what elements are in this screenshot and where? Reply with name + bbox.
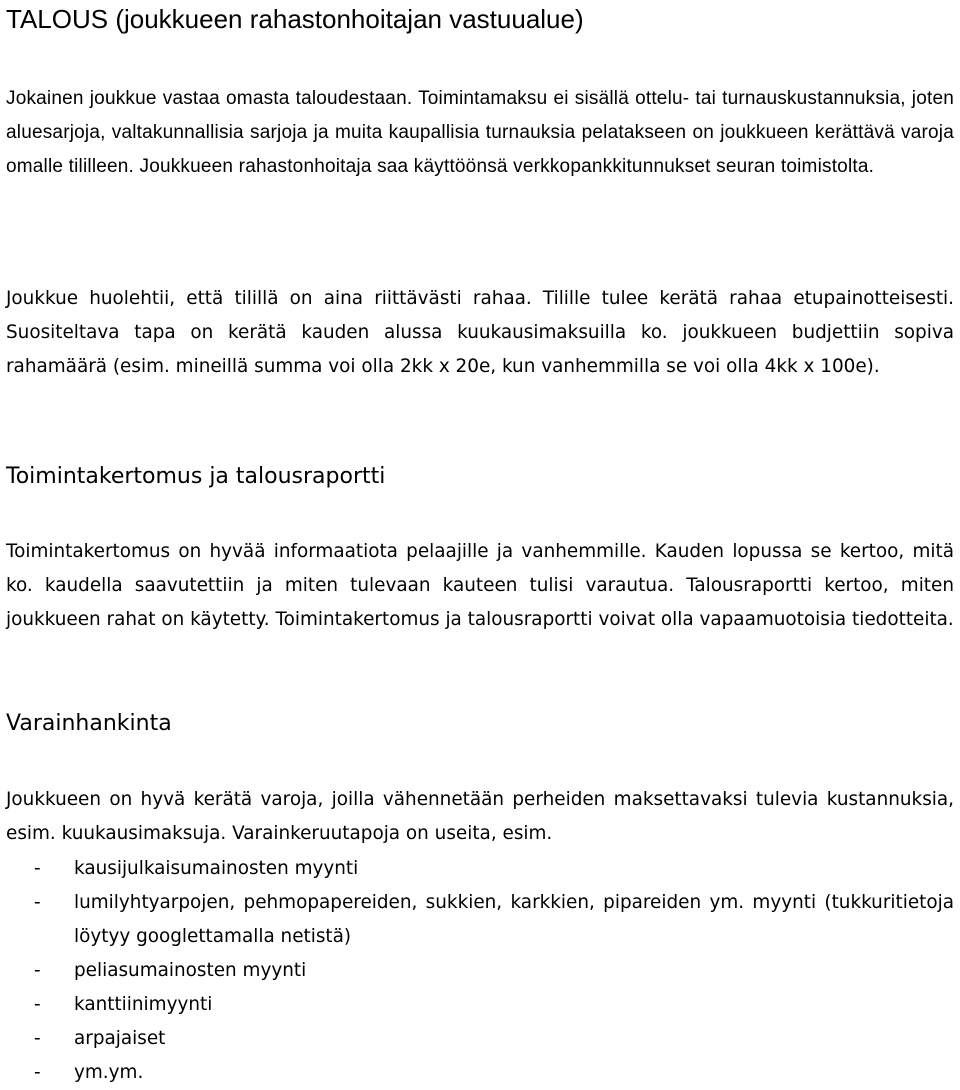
talous-paragraph-2: Joukkue huolehtii, että tilillä on aina riittävästi rahaa. Tilille tulee kerätä rahaa etupainotteisesti. Suositeltava tapa on kerätä kauden alussa kuukausimaksuilla ko. joukkueen budjettiin sopiva rahamäärä (esim. mineillä summa voi olla 2kk x 20e, kun vanhemmilla se voi olla 4kk x 100e). (6, 288, 954, 377)
list-item-text: kausijulkaisumainosten myynti (74, 858, 359, 879)
list-dash: - (34, 1062, 41, 1083)
varainhankinta-paragraph: Joukkueen on hyvä kerätä varoja, joilla vähennetään perheiden maksettavaksi tulevia kustannuksia, esim. kuukausimaksuja. Varainkeruutapoja on useita, esim. (6, 789, 954, 844)
list-item (6, 886, 954, 954)
list-dash: - (34, 1028, 41, 1049)
list-item-text: lumilyhtyarpojen, pehmopapereiden, sukkien, karkkien, pipareiden ym. myynti (tukkuritietoja löytyy googlettamalla netistä) (74, 892, 954, 947)
section-heading-varainhankinta: Varainhankinta (6, 711, 172, 736)
list-item (6, 1022, 954, 1056)
list-item (6, 852, 954, 886)
list-item-text: ym.ym. (74, 1062, 144, 1083)
list-dash: - (34, 994, 41, 1015)
section-heading-toimintakertomus: Toimintakertomus ja talousraportti (6, 464, 386, 489)
list-dash: - (34, 858, 41, 879)
toimintakertomus-paragraph: Toimintakertomus on hyvää informaatiota pelaajille ja vanhemmille. Kauden lopussa se kertoo, mitä ko. kaudella saavutettiin ja miten tulevaan kauteen tulisi varautua. Talousraportti kertoo, miten joukkueen rahat on käytetty. Toimintakertomus ja talousraportti voivat olla vapaamuotoisia tiedotteita. (6, 541, 954, 630)
fundraising-list (6, 852, 954, 1090)
list-item-text: peliasumainosten myynti (74, 960, 307, 981)
list-item-text: arpajaiset (74, 1028, 166, 1049)
list-item (6, 954, 954, 988)
document-title: TALOUS (joukkueen rahastonhoitajan vastuualue) (6, 4, 584, 34)
list-item (6, 988, 954, 1022)
list-dash: - (34, 892, 41, 913)
talous-paragraph-1: Jokainen joukkue vastaa omasta taloudestaan. Toimintamaksu ei sisällä ottelu- tai turnauskustannuksia, joten aluesarjoja, valtakunnallisia sarjoja ja muita kaupallisia turnauksia pelatakseen on joukkueen kerättävä varoja omalle tililleen. Joukkueen rahastonhoitaja saa käyttöönsä verkkopankkitunnukset seuran toimistolta. (6, 88, 954, 177)
list-item-text: kanttiinimyynti (74, 994, 213, 1015)
list-item (6, 1056, 954, 1090)
list-dash: - (34, 960, 41, 981)
